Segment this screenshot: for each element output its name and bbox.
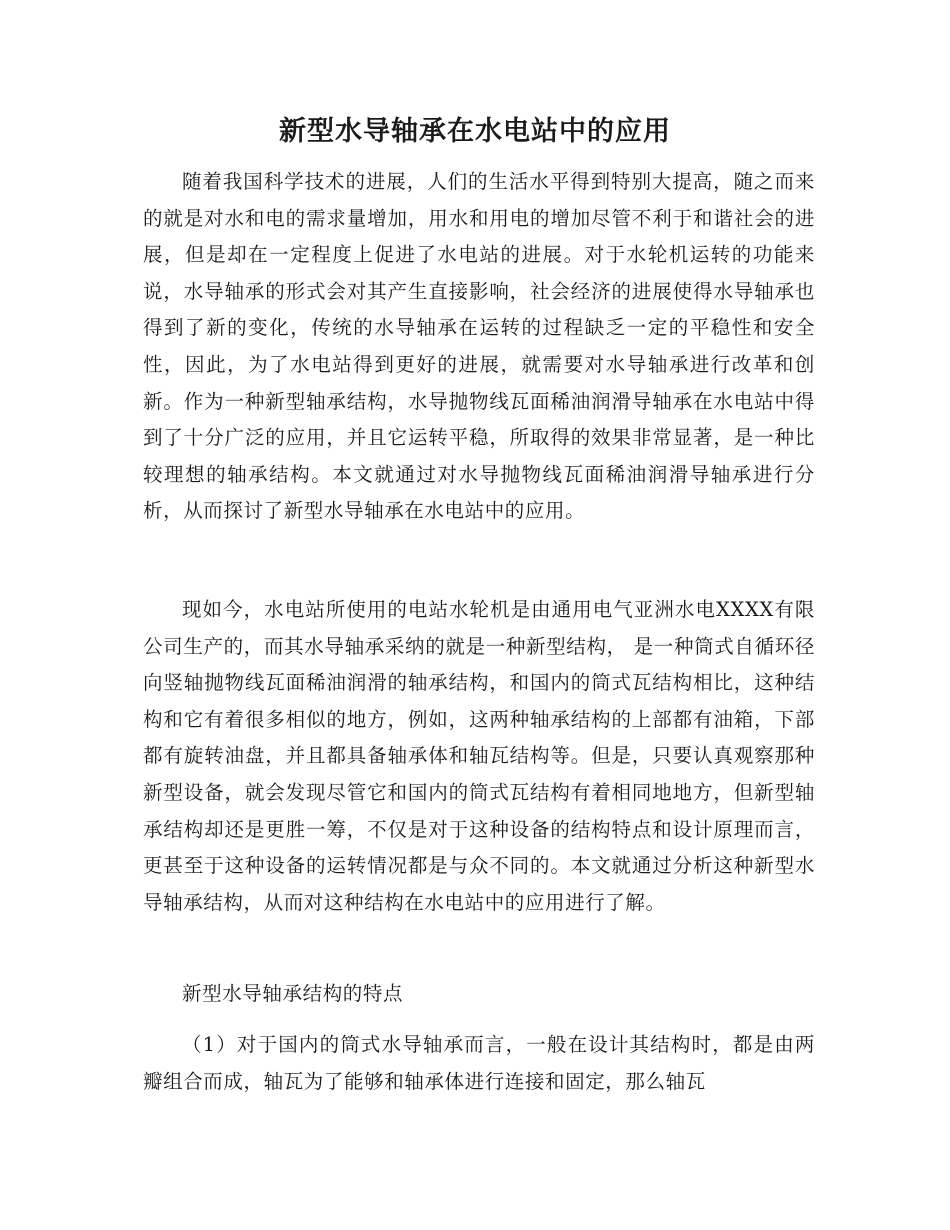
intro-paragraph: 随着我国科学技术的进展，人们的生活水平得到特别大提高，随之而来的就是对水和电的需求量增加，用水和用电的增加尽管不利于和谐社会的进展，但是却在一定程度上促进了水电站的进展。对于水轮机运转的功能来说，水导轴承的形式会对其产生直接影响，社会经济的进展使得水导轴承也得到了新的变化，传统的水导轴承在运转的过程缺乏一定的平稳性和安全性，因此，为了水电站得到更好的进展，就需要对水导轴承进行改革和创新。作为一种新型轴承结构，水导抛物线瓦面稀油润滑导轴承在水电站中得到了十分广泛的应用，并且它运转平稳，所取得的效果非常显著，是一种比较理想的轴承结构。本文就通过对水导抛物线瓦面稀油润滑导轴承进行分析，从而探讨了新型水导轴承在水电站中的应用。: [143, 170, 815, 523]
background-paragraph: 现如今，水电站所使用的电站水轮机是由通用电气亚洲水电XXXX有限公司生产的，而其水导轴承采纳的就是一种新型结构， 是一种筒式自循环径向竖轴抛物线瓦面稀油润滑的轴承结构，和国内的筒式瓦结构相比，这种结构和它有着很多相似的地方，例如，这两种轴承结构的上部都有油箱，下部都有旋转油盘，并且都具备轴承体和轴瓦结构等。但是，只要认真观察那种新型设备，就会发现尽管它和国内的筒式瓦结构有着相同地地方，但新型轴承结构却还是更胜一筹，不仅是对于这种设备的结构特点和设计原理而言，更甚至于这种设备的运转情况都是与众不同的。本文就通过分析这种新型水导轴承结构，从而对这种结构在水电站中的应用进行了解。: [143, 598, 815, 914]
section-heading: 新型水导轴承结构的特点: [182, 982, 404, 1005]
document-title: 新型水导轴承在水电站中的应用: [279, 116, 671, 147]
feature-paragraph: （1）对于国内的筒式水导轴承而言，一般在设计其结构时，都是由两瓣组合而成，轴瓦为了能够和轴承体进行连接和固定，那么轴瓦: [143, 1033, 815, 1093]
